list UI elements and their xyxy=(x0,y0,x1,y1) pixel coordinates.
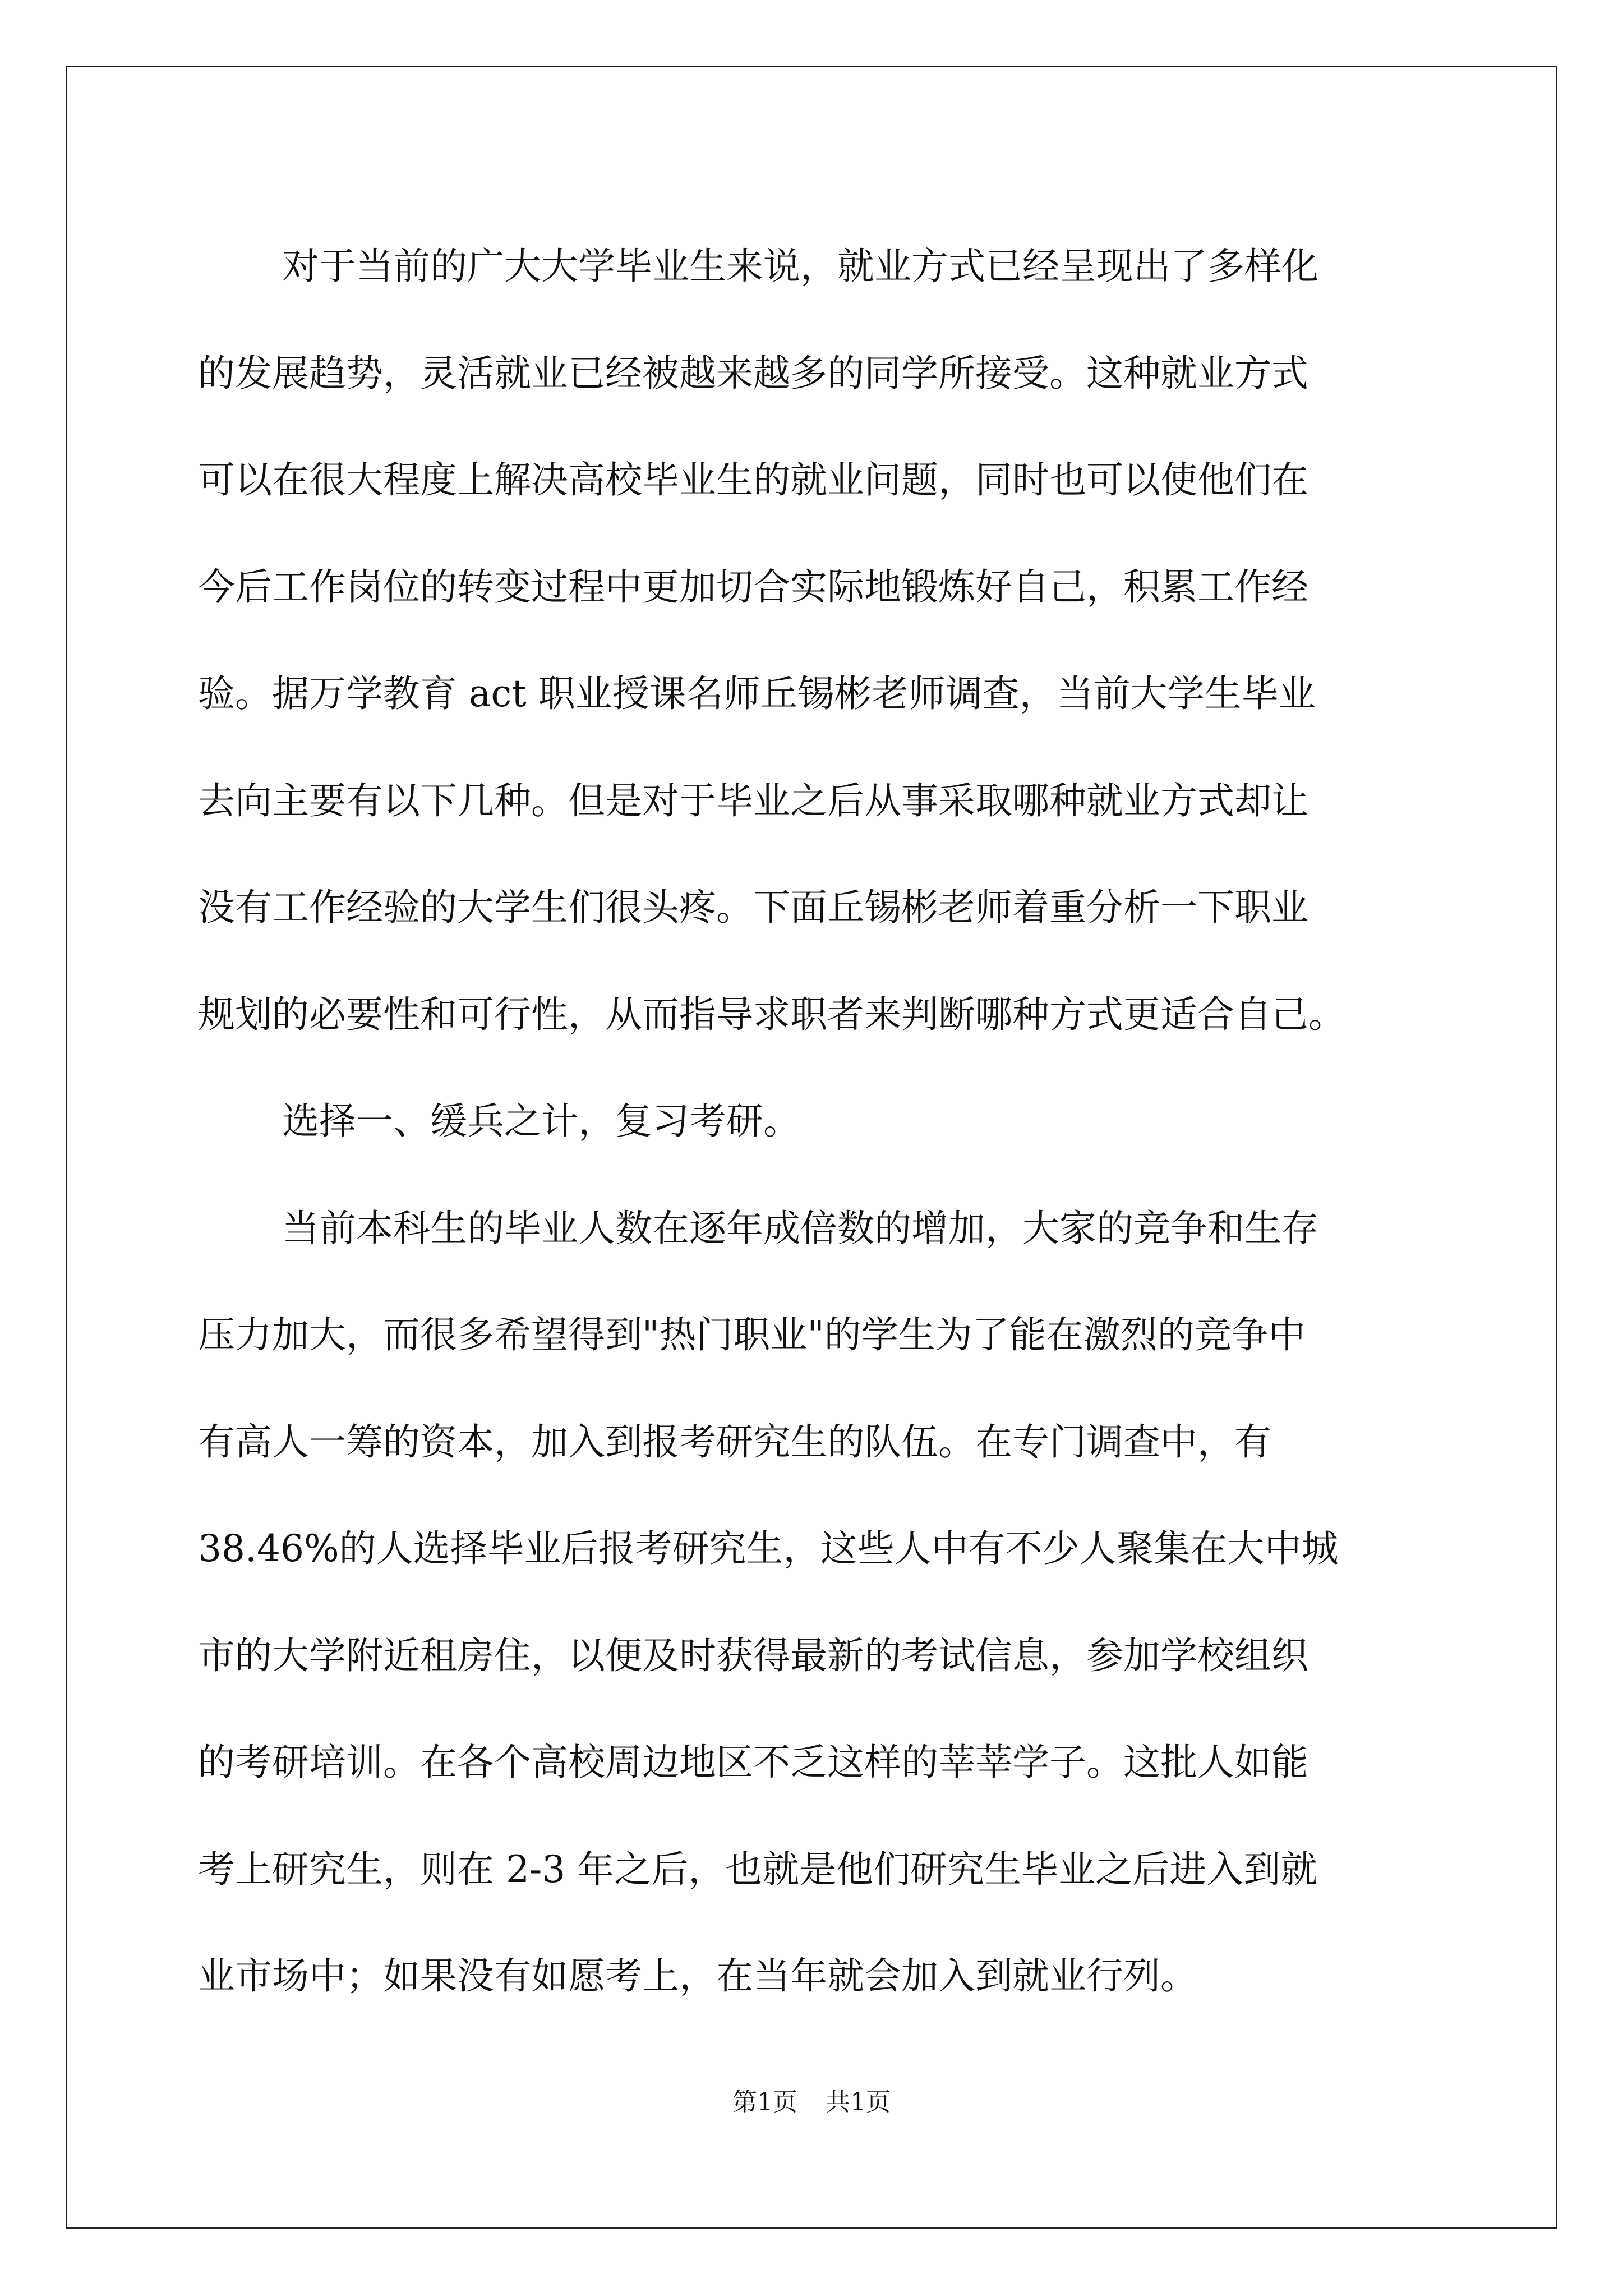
text-line: 没有工作经验的大学生们很头疼。下面丘锡彬老师着重分析一下职业 xyxy=(198,886,1308,929)
section-heading xyxy=(198,1068,1449,1175)
text-line: 今后工作岗位的转变过程中更加切合实际地锻炼好自己，积累工作经 xyxy=(198,565,1308,609)
text-line: 有高人一筹的资本，加入到报考研究生的队伍。在专门调查中，有 xyxy=(198,1420,1271,1464)
text-line: 规划的必要性和可行性，从而指导求职者来判断哪种方式更适合自己。 xyxy=(198,992,1345,1036)
text-line: 可以在很大程度上解决高校毕业生的就业问题，同时也可以使他们在 xyxy=(198,458,1308,501)
text-line: 选择一、缓兵之计，复习考研。 xyxy=(282,1099,800,1143)
text-line: 业市场中；如果没有如愿考上，在当年就会加入到就业行列。 xyxy=(198,1954,1197,1998)
text-line: 当前本科生的毕业人数在逐年成倍数的增加，大家的竞争和生存 xyxy=(282,1206,1318,1250)
text-line: 考上研究生，则在 2-3 年之后，也就是他们研究生毕业之后进入到就 xyxy=(198,1847,1318,1891)
text-line: 市的大学附近租房住，以便及时获得最新的考试信息，参加学校组织 xyxy=(198,1634,1308,1677)
page-total: 共1页 xyxy=(826,2088,891,2116)
document-body xyxy=(198,213,1449,2030)
page-footer xyxy=(0,2086,1623,2119)
paragraph xyxy=(198,1175,1449,2030)
text-line: 的发展趋势，灵活就业已经被越来越多的同学所接受。这种就业方式 xyxy=(198,351,1308,395)
text-line: 去向主要有以下几种。但是对于毕业之后从事采取哪种就业方式却让 xyxy=(198,779,1308,822)
paragraph xyxy=(198,213,1449,1068)
text-line: 的考研培训。在各个高校周边地区不乏这样的莘莘学子。这批人如能 xyxy=(198,1741,1308,1784)
text-line: 压力加大，而很多希望得到"热门职业"的学生为了能在激烈的竞争中 xyxy=(198,1313,1306,1356)
page-number: 第1页 xyxy=(732,2088,797,2116)
text-line: 38.46%的人选择毕业后报考研究生，这些人中有不少人聚集在大中城 xyxy=(198,1527,1339,1570)
text-line: 验。据万学教育 act 职业授课名师丘锡彬老师调查，当前大学生毕业 xyxy=(198,672,1316,715)
text-line: 对于当前的广大大学毕业生来说，就业方式已经呈现出了多样化 xyxy=(282,245,1318,288)
